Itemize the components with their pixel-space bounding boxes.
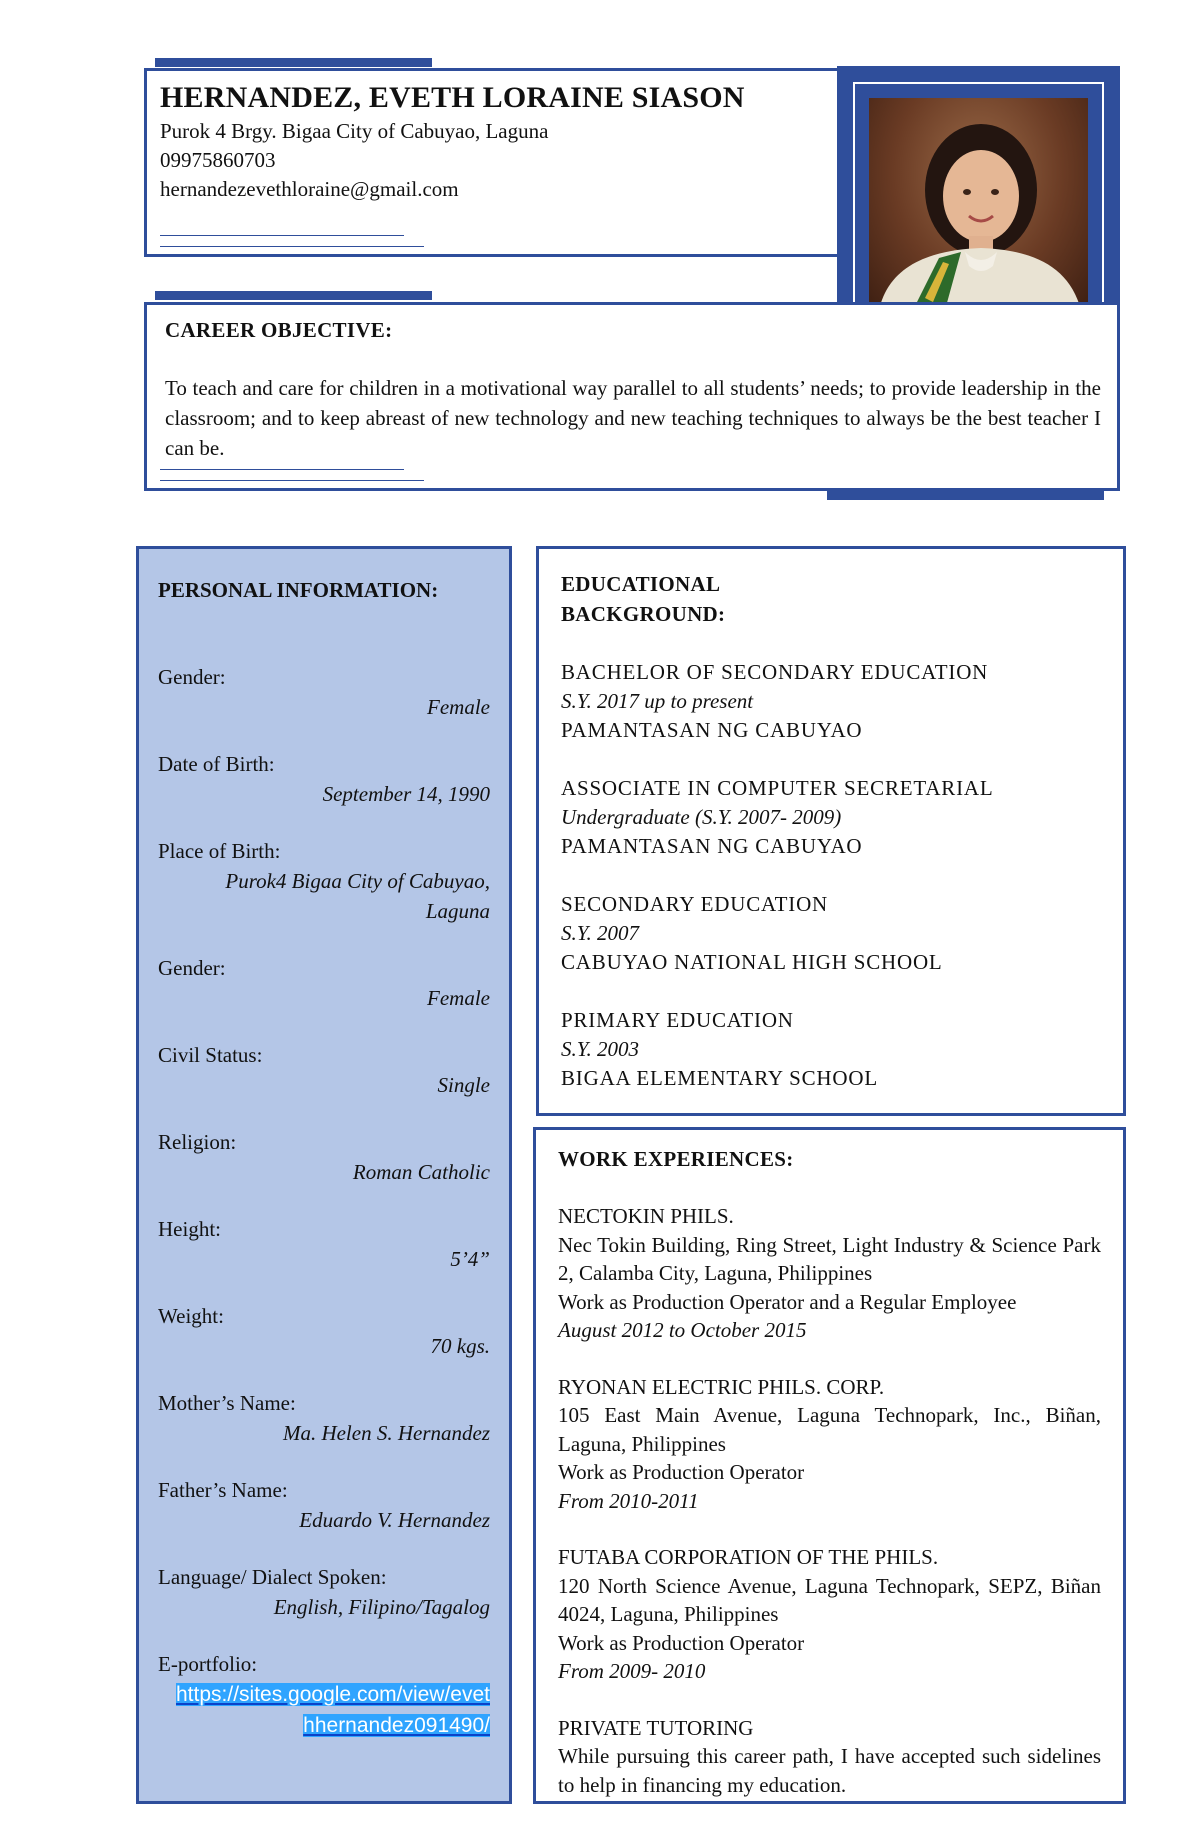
education-entry bbox=[561, 890, 1101, 977]
birthdate-label: Date of Birth: bbox=[158, 752, 275, 776]
eportfolio-link-text[interactable]: hhernandez091490/ bbox=[303, 1714, 490, 1737]
eportfolio-link-text[interactable]: https://sites.google.com/view/evet bbox=[176, 1683, 490, 1706]
education-school: BIGAA ELEMENTARY SCHOOL bbox=[561, 1066, 878, 1090]
personal-item bbox=[158, 750, 490, 809]
email-line: hernandezevethloraine@gmail.com bbox=[160, 177, 459, 201]
work-entry bbox=[558, 1543, 1101, 1686]
height-value: 5’4” bbox=[450, 1247, 490, 1271]
weight-value: 70 kgs. bbox=[430, 1334, 490, 1358]
education-entry bbox=[561, 658, 1101, 745]
civil-status-label: Civil Status: bbox=[158, 1043, 263, 1067]
education-year: Undergraduate (S.Y. 2007- 2009) bbox=[561, 805, 842, 829]
personal-item bbox=[158, 1041, 490, 1100]
work-address: 120 North Science Avenue, Laguna Technopark, SEPZ, Biñan 4024, Laguna, Philippines bbox=[558, 1573, 1101, 1626]
personal-info-panel bbox=[136, 546, 512, 1804]
personal-item bbox=[158, 1563, 490, 1622]
education-degree: BACHELOR OF SECONDARY EDUCATION bbox=[561, 660, 989, 684]
birthdate-value: September 14, 1990 bbox=[322, 782, 490, 806]
personal-item bbox=[158, 1650, 490, 1741]
work-entry bbox=[558, 1714, 1101, 1800]
eportfolio-link-line bbox=[158, 1710, 490, 1741]
photo-frame bbox=[837, 66, 1120, 342]
eportfolio-link[interactable] bbox=[303, 1714, 490, 1737]
work-role: Work as Production Operator and a Regular Employee bbox=[558, 1289, 1017, 1314]
education-year: S.Y. 2007 bbox=[561, 921, 640, 945]
education-title: EDUCATIONAL bbox=[561, 572, 721, 596]
work-company: NECTOKIN PHILS. bbox=[558, 1204, 734, 1228]
religion-value: Roman Catholic bbox=[352, 1160, 490, 1184]
work-period: From 2010-2011 bbox=[558, 1488, 699, 1513]
gender-label: Gender: bbox=[158, 956, 226, 980]
gender-value: Female bbox=[427, 986, 490, 1010]
mother-name-label: Mother’s Name: bbox=[158, 1391, 296, 1415]
language-value: English, Filipino/Tagalog bbox=[273, 1595, 490, 1619]
education-school: PAMANTASAN NG CABUYAO bbox=[561, 834, 863, 858]
language-label: Language/ Dialect Spoken: bbox=[158, 1565, 387, 1589]
education-year: S.Y. 2003 bbox=[561, 1037, 640, 1061]
personal-item bbox=[158, 837, 490, 926]
header-top-tab bbox=[155, 58, 432, 67]
career-deco-line bbox=[160, 480, 424, 481]
work-description: While pursuing this career path, I have accepted such sidelines to help in financing my education. bbox=[558, 1744, 1101, 1797]
father-name-label: Father’s Name: bbox=[158, 1478, 288, 1502]
personal-item bbox=[158, 1215, 490, 1274]
education-entry bbox=[561, 1006, 1101, 1093]
personal-item bbox=[158, 1128, 490, 1187]
work-period: August 2012 to October 2015 bbox=[558, 1318, 807, 1342]
height-label: Height: bbox=[158, 1217, 221, 1241]
work-period: From 2009- 2010 bbox=[558, 1659, 706, 1683]
mother-name-value: Ma. Helen S. Hernandez bbox=[282, 1421, 490, 1445]
career-top-tab bbox=[155, 291, 432, 300]
work-entry bbox=[558, 1373, 1101, 1516]
personal-item bbox=[158, 663, 490, 722]
gender-value: Female bbox=[427, 695, 490, 719]
personal-item bbox=[158, 954, 490, 1013]
phone-line: 09975860703 bbox=[160, 148, 276, 172]
profile-photo bbox=[869, 98, 1088, 310]
education-degree: ASSOCIATE IN COMPUTER SECRETARIAL bbox=[561, 776, 994, 800]
eportfolio-link-line bbox=[158, 1679, 490, 1710]
career-deco-line bbox=[160, 469, 404, 470]
work-address: 105 East Main Avenue, Laguna Technopark, Inc., Biñan, Laguna, Philippines bbox=[558, 1403, 1101, 1456]
personal-info-title: PERSONAL INFORMATION: bbox=[158, 578, 439, 602]
work-panel bbox=[533, 1127, 1126, 1804]
career-objective-text: To teach and care for children in a motivational way parallel to all students’ needs; to provide leadership in the classroom; and to keep abreast of new technology and new teaching techniques to always be the best teacher I can be. bbox=[165, 376, 1101, 460]
name-heading: HERNANDEZ, EVETH LORAINE SIASON bbox=[160, 81, 745, 114]
education-degree: SECONDARY EDUCATION bbox=[561, 892, 829, 916]
work-title: WORK EXPERIENCES: bbox=[558, 1147, 794, 1171]
education-degree: PRIMARY EDUCATION bbox=[561, 1008, 794, 1032]
education-title: BACKGROUND: bbox=[561, 602, 726, 626]
work-role: Work as Production Operator bbox=[558, 1460, 805, 1484]
work-company: FUTABA CORPORATION OF THE PHILS. bbox=[558, 1545, 939, 1569]
education-entry bbox=[561, 774, 1101, 861]
work-company: PRIVATE TUTORING bbox=[558, 1715, 754, 1740]
education-school: PAMANTASAN NG CABUYAO bbox=[561, 718, 863, 742]
birthplace-label: Place of Birth: bbox=[158, 839, 281, 863]
personal-item bbox=[158, 1476, 490, 1535]
education-school: CABUYAO NATIONAL HIGH SCHOOL bbox=[561, 950, 943, 974]
work-company: RYONAN ELECTRIC PHILS. CORP. bbox=[558, 1374, 885, 1399]
education-panel bbox=[536, 546, 1126, 1116]
work-entry bbox=[558, 1202, 1101, 1345]
personal-item bbox=[158, 1302, 490, 1361]
career-objective-title: CAREER OBJECTIVE: bbox=[165, 318, 393, 342]
header-deco-line bbox=[160, 235, 404, 236]
education-year: S.Y. 2017 up to present bbox=[561, 689, 754, 713]
religion-label: Religion: bbox=[158, 1130, 237, 1154]
address-line: Purok 4 Brgy. Bigaa City of Cabuyao, Laguna bbox=[160, 119, 549, 143]
work-address: Nec Tokin Building, Ring Street, Light Industry & Science Park 2, Calamba City, Laguna, Philippines bbox=[558, 1232, 1101, 1285]
header-deco-line bbox=[160, 246, 424, 247]
eportfolio-label: E-portfolio: bbox=[158, 1652, 258, 1676]
birthplace-value: Purok4 Bigaa City of Cabuyao, Laguna bbox=[225, 869, 490, 923]
father-name-value: Eduardo V. Hernandez bbox=[299, 1508, 490, 1532]
personal-item bbox=[158, 1389, 490, 1448]
civil-status-value: Single bbox=[437, 1073, 490, 1097]
career-bottom-tab bbox=[827, 491, 1104, 500]
gender-label: Gender: bbox=[158, 665, 226, 689]
weight-label: Weight: bbox=[158, 1304, 224, 1328]
eportfolio-link[interactable] bbox=[176, 1683, 490, 1706]
work-role: Work as Production Operator bbox=[558, 1630, 805, 1655]
